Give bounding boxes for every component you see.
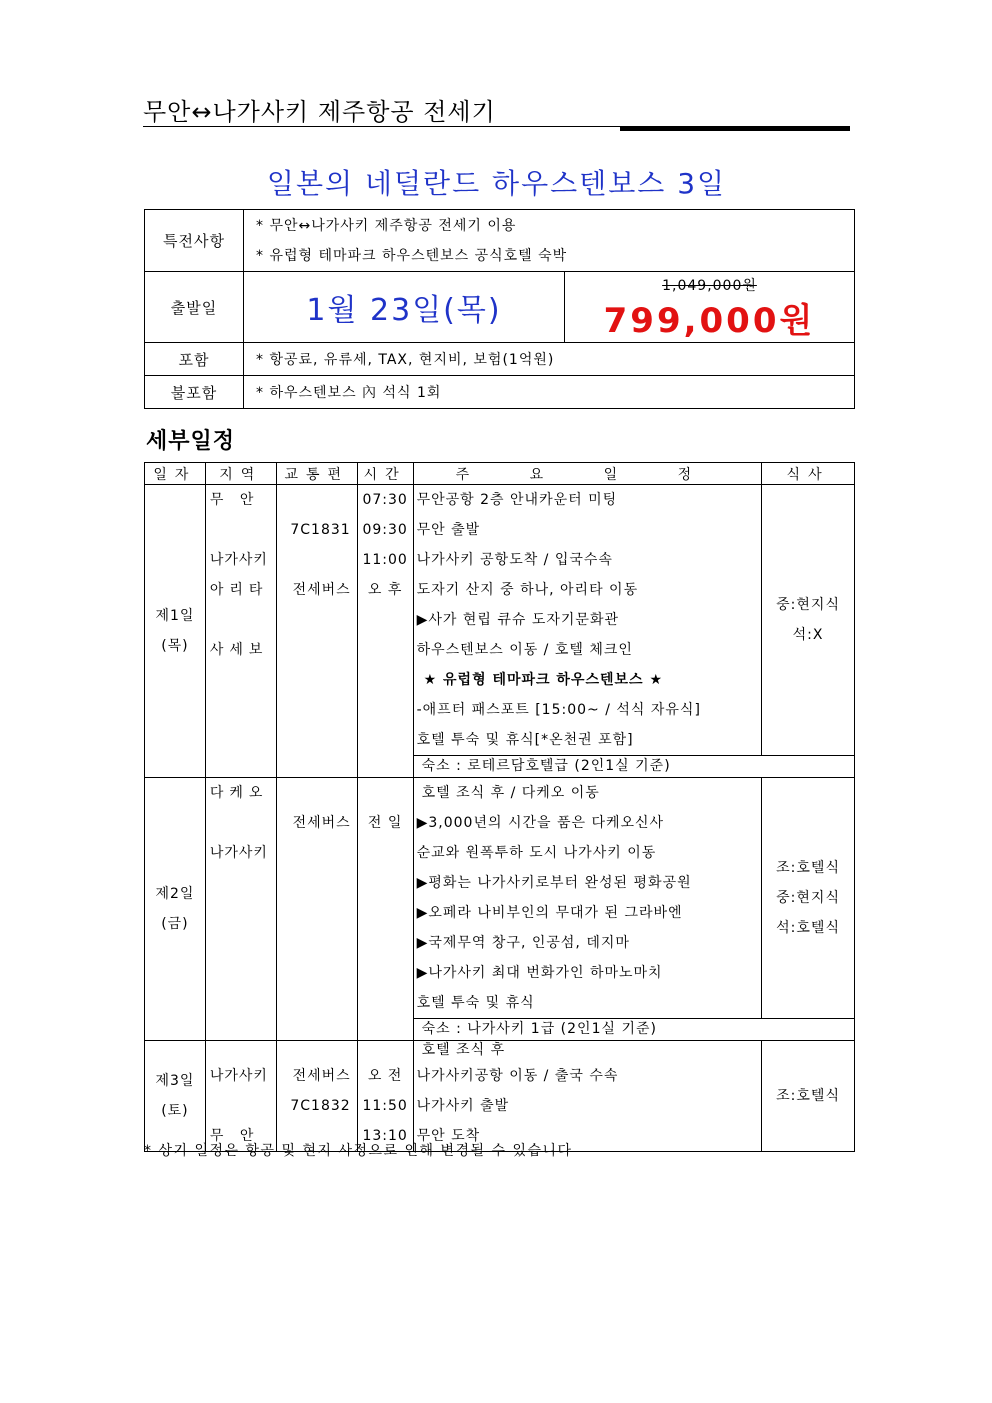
day3-regions [205,1041,276,1152]
day1-label: 제1일 [155,608,195,624]
day2-row [145,778,855,1019]
day1-row [145,485,855,756]
excluded-row [145,376,855,409]
transport-line [277,485,351,515]
itinerary-line: 무안 도착 [416,1128,481,1144]
day3-cell [145,1041,206,1152]
itinerary-line: 순교와 원폭투하 도시 나가사키 이동 [416,845,657,861]
day2-weekday: (금) [161,916,189,932]
itinerary-line: 나가사키 출발 [416,1098,510,1114]
day2-transport [276,778,357,1041]
excluded-label: 불포함 [145,376,244,409]
itinerary-line: ▶평화는 나가사키로부터 완성된 평화공원 [416,875,692,891]
time-line: 오 후 [367,582,403,598]
day1-stay: 숙소 : 로테르담호텔급 (2인1실 기준) [413,756,854,778]
transport-line [277,778,351,808]
col-itinerary: 주 요 일 정 [413,463,762,485]
special-line-2: * 유럽형 테마파크 하우스텐보스 공식호텔 숙박 [256,247,568,264]
col-time: 시간 [357,463,413,485]
itinerary-line: 호텔 투숙 및 휴식[*온천권 포함] [416,732,634,748]
itinerary-line: 나가사키 공항도착 / 입국수속 [416,552,613,568]
transport-line: 전세버스 [292,582,351,598]
excluded-content: * 하우스텐보스 內 석식 1회 [244,376,855,409]
region-line: 사세보 [209,642,269,658]
day3-transport [276,1041,357,1152]
day1-weekday: (목) [161,638,189,654]
schedule-note: * 상기 일정은 항공 및 현지 사정으로 인해 변경될 수 있습니다 [144,1143,573,1159]
day2-times [357,778,413,1041]
meal-line: 조:호텔식 [776,860,840,876]
document-title: 무안↔나가사키 제주항공 전세기 [143,98,496,126]
day3-itinerary [413,1041,762,1152]
schedule-heading: 세부일정 [146,429,236,454]
itinerary-line: 무안 출발 [416,522,481,538]
time-line: 13:10 [362,1128,408,1144]
special-content [244,210,855,272]
region-line: 다케오 [209,785,269,801]
transport-line: 7C1832 [290,1098,351,1114]
transport-line: 7C1831 [290,522,351,538]
included-label: 포함 [145,343,244,376]
day2-meals [762,778,855,1019]
price-box [565,272,855,343]
day1-itinerary [413,485,762,756]
itinerary-line: ▶국제무역 창구, 인공섬, 데지마 [416,935,630,951]
region-line: 나가사키 [209,1068,268,1084]
tour-subtitle: 일본의 네덜란드 하우스텐보스 3일 [266,167,727,200]
special-line-1: * 무안↔나가사키 제주항공 전세기 이용 [256,217,517,234]
day3-times [357,1041,413,1152]
region-line [210,1091,276,1121]
meal-line: 조:호텔식 [776,1088,840,1104]
region-line: 나가사키 [209,552,268,568]
day2-stay: 숙소 : 나가사키 1급 (2인1실 기준) [413,1019,854,1041]
summary-table [144,209,855,409]
day1-transport [276,485,357,778]
title-rule-thick [620,127,850,131]
day1-times [357,485,413,778]
region-line [210,808,276,838]
itinerary-line: 나가사키공항 이동 / 출국 수속 [416,1068,619,1084]
itinerary-line: 하우스텐보스 이동 / 호텔 체크인 [416,642,633,658]
schedule-table [144,462,855,1152]
day3-meals [762,1041,855,1152]
region-line: 무 안 [209,1128,260,1144]
time-line: 오 전 [367,1068,403,1084]
day2-cell [145,778,206,1041]
departure-label: 출발일 [145,272,244,343]
region-line: 나가사키 [209,845,268,861]
itinerary-line: ▶사가 현립 큐슈 도자기문화관 [416,612,619,628]
day1-regions [205,485,276,778]
special-row [145,210,855,272]
transport-line: 전세버스 [292,1068,351,1084]
time-line: 07:30 [362,492,408,508]
region-line: 아리타 [209,582,269,598]
time-line: 11:00 [362,552,408,568]
itinerary-line: 호텔 투숙 및 휴식 [416,995,535,1011]
day1-cell [145,485,206,778]
itinerary-line: 호텔 조식 후 [421,1042,506,1058]
old-price: 1,049,000원 [662,277,757,294]
itinerary-highlight: ★ 유럽형 테마파크 하우스텐보스 ★ [423,672,664,688]
day2-label: 제2일 [155,886,195,902]
col-transport: 교통편 [276,463,357,485]
time-line [358,778,413,808]
col-meal: 식사 [762,463,855,485]
day3-weekday: (토) [161,1103,189,1119]
itinerary-line: 호텔 조식 후 / 다케오 이동 [421,785,600,801]
departure-date: 1월 23일(목) [244,272,565,343]
time-line: 09:30 [362,522,408,538]
departure-row [145,272,855,343]
region-line: 무 안 [209,492,260,508]
region-line [210,605,276,635]
transport-line: 전세버스 [292,815,351,831]
meal-line: 중:현지식 [776,597,840,613]
meal-line: 석:호텔식 [776,920,840,936]
included-row [145,343,855,376]
itinerary-line: ▶오페라 나비부인의 무대가 된 그라바엔 [416,905,683,921]
time-line: 11:50 [362,1098,408,1114]
itinerary-line: 도자기 산지 중 하나, 아리타 이동 [416,582,639,598]
transport-line [277,1041,351,1061]
col-region: 지역 [205,463,276,485]
day1-meals [762,485,855,756]
day2-itinerary [413,778,762,1019]
day3-label: 제3일 [155,1073,195,1089]
itinerary-line: ▶나가사키 최대 번화가인 하마노마치 [416,965,663,981]
transport-line [277,545,351,575]
region-line [210,1041,276,1061]
sale-price: 799,000원 [603,300,816,341]
region-line [210,515,276,545]
time-line: 전 일 [367,815,403,831]
itinerary-line: -애프터 패스포트 [15:00~ / 석식 자유식] [416,702,701,718]
meal-line: 석:X [792,627,824,643]
included-content: * 항공료, 유류세, TAX, 현지비, 보험(1억원) [244,343,855,376]
col-day: 일자 [145,463,206,485]
special-label: 특전사항 [145,210,244,272]
itinerary-line: ▶3,000년의 시간을 품은 다케오신사 [416,815,665,831]
time-line [358,1041,413,1061]
schedule-header-row [145,463,855,485]
day3-row [145,1041,855,1152]
itinerary-line: 무안공항 2층 안내카운터 미팅 [416,492,618,508]
day2-regions [205,778,276,1041]
meal-line: 중:현지식 [776,890,840,906]
